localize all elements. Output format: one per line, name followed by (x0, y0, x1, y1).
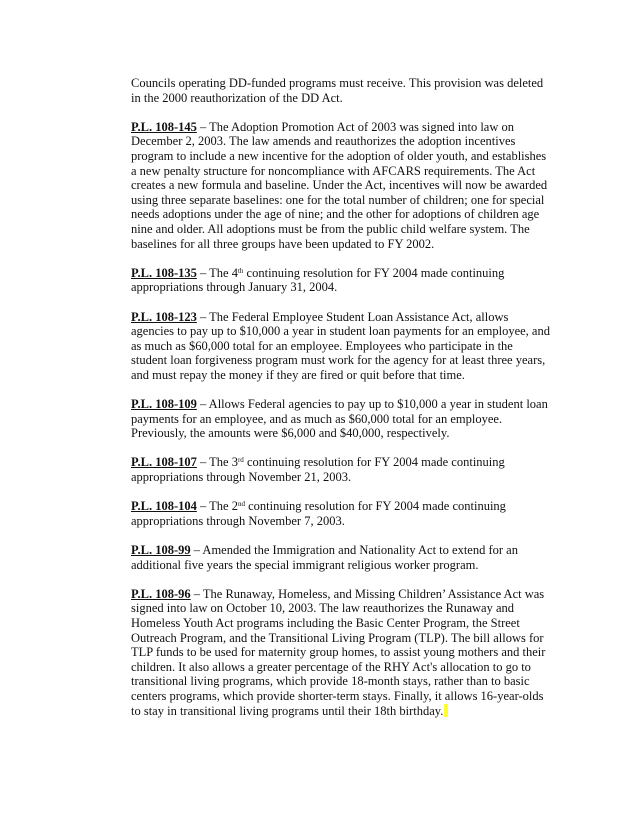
entry-text: – Amended the Immigration and Nationality Act to extend for an additional five years the special immigrant religious worker program. (131, 543, 518, 572)
text-cursor-highlight (444, 704, 448, 717)
entry-text-continued: continuing resolution for FY 2004 made continuing appropriations through November 21, 2003. (131, 455, 505, 485)
entry-text: – The Federal Employee Student Loan Assistance Act, allows agencies to pay up to $10,000 a year in student loan payments for an employee, and as much as $60,000 total for an employee. Employees who participate in the student loan forgiveness program must work for the agency for at least three years, and must repay the money if they are fired or quit before that time. (131, 309, 550, 382)
entry-text: – The 3 (196, 455, 238, 470)
entry-pl-108-145 (131, 120, 551, 251)
ordinal-suffix: nd (237, 500, 245, 509)
entry-text: – The Adoption Promotion Act of 2003 was signed into law on December 2, 2003. The law amends and reauthorizes the adoption incentives program to include a new incentive for the adoption of older youth, and establishes a new penalty structure for noncompliance with AFCARS requirements. The Act creates a new formula and baseline. Under the Act, incentives will now be awarded using three separate baselines: one for the total number of children; one for special needs adoptions under the age of nine; and the other for adoptions of children age nine and older. All adoptions must be from the public child welfare system. The baselines for all three groups have been updated to FY 2002. (131, 119, 548, 251)
entry-pl-108-96 (131, 587, 551, 718)
entry-text: – The Runaway, Homeless, and Missing Children’ Assistance Act was signed into law on October 10, 2003. The law reauthorizes the Runaway and Homeless Youth Act programs including the Basic Center Program, the Street Outreach Program, and the Transitional Living Program (TLP). The bill allows for TLP funds to be used for maternity group homes, to assist young mothers and their children. It also allows a greater percentage of the RHY Act's allocation to go to transitional living programs, which provide 18-month stays, rather than to basic centers programs, which provide shorter-term stays. Finally, it allows 16-year-olds to stay in transitional living programs until their 18th birthday. (131, 586, 546, 718)
law-number: P.L. 108-107 (131, 455, 197, 470)
entry-text: – Allows Federal agencies to pay up to $10,000 a year in student loan payments for an employee, and as much as $60,000 total for an employee. Previously, the amounts were $6,000 and $40,000, respectively. (131, 397, 548, 441)
ordinal-suffix: th (237, 266, 244, 275)
entry-text-continued: continuing resolution for FY 2004 made continuing appropriations through November 7, 2003. (131, 499, 506, 528)
entry-pl-108-109 (131, 397, 551, 441)
document-page (131, 76, 551, 718)
entry-text-continued: continuing resolution for FY 2004 made continuing appropriations through January 31, 2004. (131, 265, 505, 295)
intro-paragraph (131, 76, 551, 105)
law-number: P.L. 108-109 (131, 397, 197, 412)
law-number: P.L. 108-123 (131, 309, 197, 324)
law-number: P.L. 108-99 (131, 543, 191, 557)
entry-text: – The 4 (196, 265, 238, 280)
entry-text: – The 2 (196, 499, 238, 514)
ordinal-suffix: rd (237, 456, 244, 465)
law-number: P.L. 108-104 (131, 499, 197, 514)
entry-pl-108-123 (131, 310, 551, 383)
law-number: P.L. 108-135 (131, 265, 197, 280)
entry-pl-108-135 (131, 266, 551, 295)
law-number: P.L. 108-145 (131, 119, 197, 134)
entry-pl-108-104 (131, 499, 551, 528)
entry-pl-108-107 (131, 455, 551, 484)
entry-pl-108-99 (131, 543, 551, 572)
law-number: P.L. 108-96 (131, 586, 191, 601)
intro-text: Councils operating DD-funded programs must receive. This provision was deleted in the 2000 reauthorization of the DD Act. (131, 76, 544, 105)
